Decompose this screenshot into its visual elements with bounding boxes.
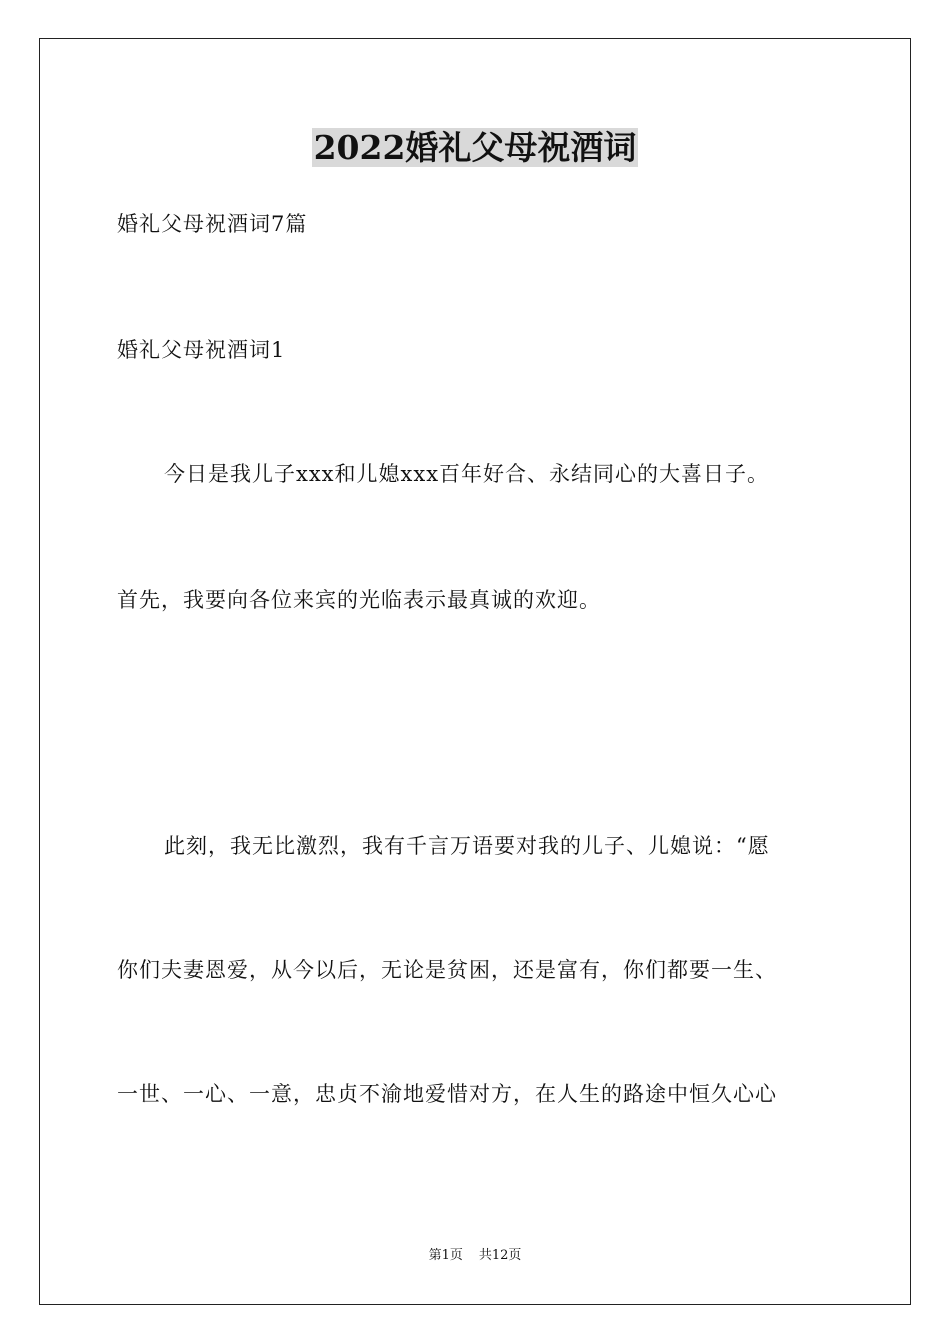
section-heading: 婚礼父母祝酒词1 (117, 338, 286, 362)
page-number: 第1页 (428, 1248, 463, 1263)
page-total: 共12页 (478, 1248, 522, 1263)
paragraph-line: 此刻，我无比激烈，我有千言万语要对我的儿子、儿媳说：“愿 (164, 834, 770, 858)
paragraph-line: 你们夫妻恩爱，从今以后，无论是贫困，还是富有，你们都要一生、 (117, 958, 777, 982)
document-subtitle: 婚礼父母祝酒词7篇 (117, 212, 308, 236)
document-title-text: 2022婚礼父母祝酒词 (313, 128, 637, 167)
paragraph-line: 一世、一心、一意，忠贞不渝地爱惜对方，在人生的路途中恒久心心 (117, 1082, 777, 1106)
document-title (0, 128, 950, 168)
page-footer (0, 1247, 950, 1265)
paragraph-line: 首先，我要向各位来宾的光临表示最真诚的欢迎。 (117, 588, 601, 612)
paragraph-line: 今日是我儿子xxx和儿媳xxx百年好合、永结同心的大喜日子。 (164, 462, 770, 486)
